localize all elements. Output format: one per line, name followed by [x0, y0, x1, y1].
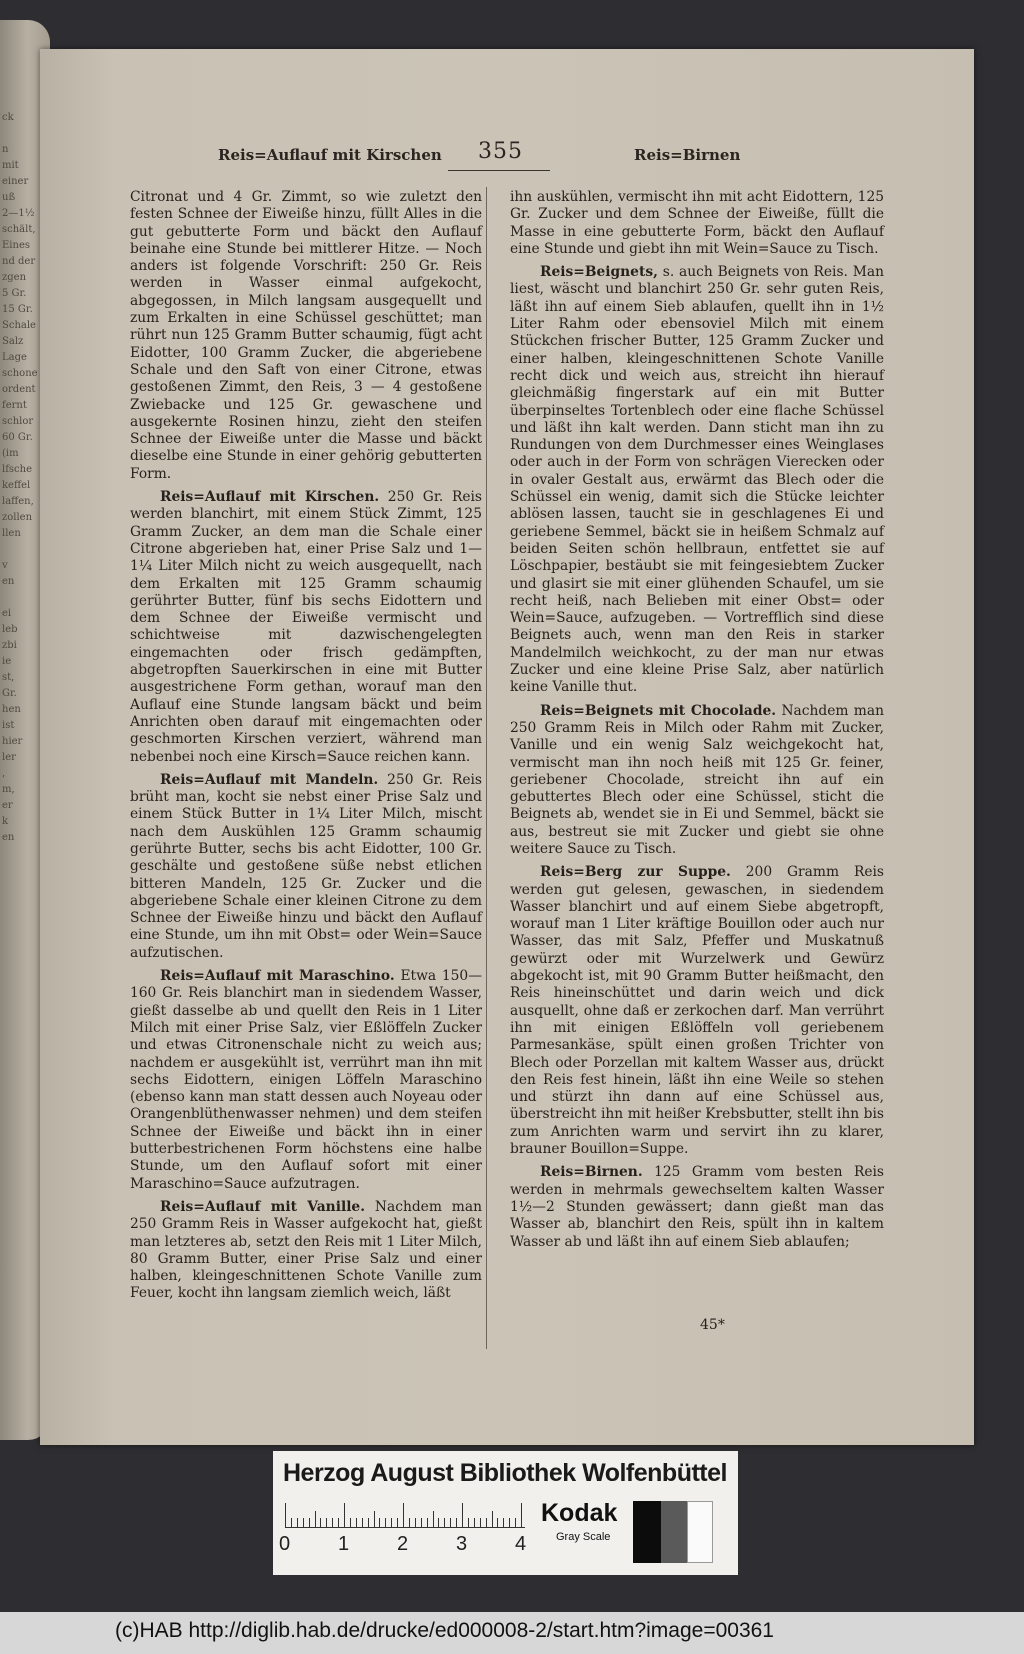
- column-rule: [486, 187, 487, 1349]
- footer-citation: (c)HAB http://diglib.hab.de/drucke/ed000008-2/start.htm?image=00361: [115, 1619, 774, 1642]
- header-rule: [448, 170, 550, 171]
- ruler-tick: [450, 1518, 451, 1527]
- ruler-tick: [315, 1511, 316, 1527]
- gray-patch-black: [633, 1501, 661, 1563]
- running-head-left: Reis=Auflauf mit Kirschen: [218, 146, 442, 164]
- recipe-text: ihn auskühlen, vermischt ihn mit acht Eidottern, 125 Gr. Zucker und dem Schnee der Eiweiße, füllt die Masse in eine gebutterte Form, bäckt den Auflauf eine Stunde und giebt ihn mit Wein=Sauce zu Tisch.: [510, 189, 884, 257]
- recipe-paragraph: [130, 1199, 482, 1303]
- ruler-tick: [309, 1518, 310, 1527]
- recipe-text: 250 Gr. Reis werden blanchirt, mit einem Stück Zimmt, 125 Gramm Zucker, an dem man die Schale einer Citrone abgerieben hat, einer Prise Salz und 1—1¼ Liter Milch nicht zu weich ausgequellt, nach dem Erkalten mit 125 Gramm schaumig gerührter Butter, fünf bis sechs Eidottern und dem Schnee der Eiweiße vermischt und schichtweise mit dazwischengelegten eingemachten oder frisch gedämpften, abgetropften Sauerkirschen in eine mit Butter ausgestrichene Form gethan, worauf man den Auflauf eine Stunde langsam bäckt und beim Anrichten oben darauf mit eingemachten oder geschmorten Kirschen verziert, während man nebenbei noch eine Kirsch=Sauce reichen kann.: [130, 489, 482, 765]
- ruler-tick: [515, 1518, 516, 1527]
- recipe-heading: Reis=Beignets,: [540, 264, 658, 281]
- ruler-tick: [291, 1518, 292, 1527]
- ruler-tick: [403, 1503, 404, 1527]
- gray-patch-dark: [661, 1501, 687, 1563]
- recipe-text: Nachdem man 250 Gramm Reis in Milch oder Rahm mit Zucker, Vanille und ein wenig Salz weichgekocht hat, vermischt man ihn noch heiß mit 125 Gr. feiner, geriebener Chocolade, streicht ihn auf ein gebuttertes Blech oder eine Schüssel, sticht die Beignets ab, wendet sie in Ei und Semmel, bäckt sie aus, bestreut sie mit Zucker und giebt sie ohne weitere Sauce zu Tisch.: [510, 702, 884, 857]
- ruler-tick: [397, 1518, 398, 1527]
- ruler-tick: [356, 1518, 357, 1527]
- ruler-tick: [474, 1518, 475, 1527]
- recipe-text: 200 Gramm Reis werden gut gelesen, gewaschen, in siedendem Wasser blanchirt und auf einem Siebe abgetropft, worauf man 1 Liter kräftige Bouillon oder auch nur Wasser, das mit Salz, Pfeffer und Muskatnuß gewürzt oder mit Wurzelwerk und Gewürz abgekocht ist, mit 90 Gramm Butter heißmacht, den Reis hineinschüttet und darin weich und dick ausquellt, ohne daß er zerkochen darf. Man verrührt ihn mit einigen Eßlöffeln voll geriebenem Parmesankäse, spült einen großen Trichter von Blech oder Porzellan mit kaltem Wasser aus, drückt den Reis fest hinein, läßt ihn eine Weile so stehen und stürzt ihn dann auf eine Schüssel aus, überstreicht ihn mit heißer Krebsbutter, stellt ihn bis zum Anrichten warm und servirt ihn zu klarer, brauner Bouillon=Suppe.: [510, 864, 885, 1158]
- recipe-heading: Reis=Beignets mit Chocolade.: [540, 702, 777, 719]
- recipe-paragraph: [510, 1164, 884, 1250]
- ruler-tick: [332, 1518, 333, 1527]
- ruler-tick: [303, 1518, 304, 1527]
- ruler-tick: [362, 1518, 363, 1527]
- recipe-text: Nachdem man 250 Gramm Reis in Wasser aufgekocht hat, gießt man letzteres ab, setzt den Reis mit 1 Liter Milch, 80 Gramm Butter, einer Prise Salz und einer halben, kleingeschnittenen Schote Vanille zum Feuer, kocht ihn langsam ziemlich weich, läßt: [130, 1198, 482, 1302]
- ruler-tick: [486, 1518, 487, 1527]
- ruler-tick: [285, 1503, 286, 1527]
- kodak-logo: Kodak: [541, 1499, 618, 1527]
- right-column: [510, 189, 884, 1257]
- signature-mark: 45*: [700, 1317, 725, 1333]
- ruler-tick: [326, 1518, 327, 1527]
- recipe-paragraph: [130, 968, 482, 1193]
- ruler-tick: [415, 1518, 416, 1527]
- scale-number: 2: [397, 1533, 409, 1555]
- running-head-right: Reis=Birnen: [634, 146, 741, 164]
- recipe-heading: Reis=Auflauf mit Vanille.: [160, 1198, 366, 1215]
- ruler-tick: [368, 1518, 369, 1527]
- recipe-paragraph: [130, 772, 482, 962]
- recipe-heading: Reis=Auflauf mit Mandeln.: [160, 771, 379, 788]
- recipe-paragraph: [510, 189, 884, 258]
- ruler-tick: [421, 1518, 422, 1527]
- page-number: 355: [478, 139, 523, 164]
- ruler-tick: [433, 1511, 434, 1527]
- recipe-paragraph: [130, 189, 482, 483]
- recipe-heading: Reis=Berg zur Suppe.: [540, 864, 731, 881]
- ruler-tick: [509, 1518, 510, 1527]
- scale-number: 4: [515, 1533, 527, 1555]
- recipe-paragraph: [130, 489, 482, 766]
- ruler-tick: [444, 1518, 445, 1527]
- ruler-tick: [374, 1511, 375, 1527]
- gray-scale-label: Gray Scale: [556, 1531, 611, 1543]
- recipe-text: s. auch Beignets von Reis. Man liest, wäscht und blanchirt 250 Gr. sehr guten Reis, läßt ihn auf einem Sieb ablaufen, quellt ihn in 1½ Liter Rahm oder ebensoviel Milch mit einem Stückchen frischer Butter, 125 Gramm Zucker und einer halben, kleingeschnittenen Schote Vanille recht dick und weich aus, streicht ihn hierauf gleichmäßig fingerstark auf ein mit Butter überpinseltes Tortenblech oder eine flache Schüssel und läßt ihn kalt werden. Dann sticht man ihn zu Rundungen von dem Durchmesser eines Weinglases oder auch in der Form von schrägen Vierecken oder in ovaler Gestalt aus, erwärmt das Blech oder die Schüssel ein wenig, damit sich die Stücke leichter ablösen lassen, taucht sie in geschlagenes Ei und geriebene Semmel, bäckt sie in heißem Schmalz auf beiden Seiten schön hellbraun, entfettet sie auf Löschpapier, bestäubt sie mit feingesiebtem Zucker und glasirt sie mit einer glühenden Schaufel, um sie recht heiß, nach Belieben mit einer Obst= oder Wein=Sauce, aufzugeben. — Vortrefflich sind diese Beignets auch, wenn man den Reis in starker Mandelmilch weichkocht, zu der man nur etwas Zucker und eine kleine Prise Salz, aber natürlich keine Vanille thut.: [510, 264, 884, 696]
- ruler-tick: [320, 1518, 321, 1527]
- footer-bar: [0, 1612, 1024, 1654]
- scale-number: 1: [338, 1533, 350, 1555]
- recipe-heading: Reis=Birnen.: [540, 1164, 643, 1181]
- ruler-tick: [480, 1518, 481, 1527]
- recipe-text: 125 Gramm vom besten Reis werden in mehrmals gewechseltem kalten Wasser 1½—2 Stunden gewässert; dann gießt man das Wasser ab, blanchirt den Reis, spült ihn in kaltem Wasser ab und läßt ihn auf einem Sieb ablaufen;: [510, 1164, 884, 1250]
- ruler-tick: [409, 1518, 410, 1527]
- recipe-paragraph: [510, 864, 884, 1158]
- ruler-tick: [379, 1518, 380, 1527]
- ruler-tick: [391, 1518, 392, 1527]
- color-target: [273, 1451, 738, 1575]
- ruler-tick: [427, 1518, 428, 1527]
- ruler-tick: [521, 1503, 522, 1527]
- ruler-tick: [462, 1503, 463, 1527]
- ruler-tick: [468, 1518, 469, 1527]
- recipe-text: Citronat und 4 Gr. Zimmt, so wie zuletzt den festen Schnee der Eiweiße hinzu, füllt Alles in die gut gebutterte Form und bäckt den Auflauf beinahe eine Stunde bei mittlerer Hitze. — Noch anders ist folgende Vorschrift: 250 Gr. Reis werden in Wasser einmal aufgekocht, abgegossen, in Milch langsam ausgequellt und zum Erkalten in eine Schüssel geschüttet; man rührt nun 125 Gramm Butter schaumig, fügt acht Eidotter, 100 Gramm Zucker, die abgeriebene Schale und den Saft von einer Citrone, etwas gestoßenen Zimmt, den Reis, 3 — 4 gestoßene Zwiebacke und 125 Gr. gewaschene und ausgekernte Rosinen hinzu, zieht den steifen Schnee der Eiweiße unter die Masse und bäckt dieselbe eine Stunde in einer gehörig gebutterten Form.: [130, 189, 482, 482]
- ruler-tick: [297, 1518, 298, 1527]
- ruler-tick: [338, 1518, 339, 1527]
- left-column: [130, 189, 482, 1309]
- recipe-paragraph: [510, 264, 884, 696]
- ruler-tick: [344, 1503, 345, 1527]
- recipe-heading: Reis=Auflauf mit Maraschino.: [160, 968, 395, 985]
- recipe-heading: Reis=Auflauf mit Kirschen.: [160, 489, 380, 506]
- scale-number: 0: [279, 1533, 291, 1555]
- ruler-scale: [285, 1501, 525, 1528]
- ruler-tick: [492, 1511, 493, 1527]
- recipe-paragraph: [510, 703, 884, 859]
- ruler-tick: [350, 1518, 351, 1527]
- ruler-tick: [438, 1518, 439, 1527]
- ruler-tick: [385, 1518, 386, 1527]
- ruler-tick: [456, 1518, 457, 1527]
- book-page: [40, 49, 974, 1445]
- ruler-tick: [497, 1518, 498, 1527]
- target-title: Herzog August Bibliothek Wolfenbüttel: [283, 1459, 727, 1487]
- recipe-text: 250 Gr. Reis brüht man, kocht sie nebst einer Prise Salz und einem Stück Butter in 1¼ Liter Milch, mischt nach dem Auskühlen 125 Gramm schaumig gerührte Butter, sechs bis acht Eidotter, 100 Gr. geschälte und gestoßene süße nebst etlichen bitteren Mandeln, 125 Gr. Zucker und die abgeriebene Schale einer kleinen Citrone zu dem Schnee der Eiweiße hinzu und bäckt den Auflauf eine Stunde, um ihn mit Obst= oder Wein=Sauce aufzutischen.: [130, 771, 482, 961]
- gray-patch-white: [687, 1501, 713, 1563]
- recipe-text: Etwa 150—160 Gr. Reis blanchirt man in siedendem Wasser, gießt dasselbe ab und quellt den Reis in 1 Liter Milch mit einer Prise Salz, vier Eßlöffeln Zucker und etwas Citronenschale nicht zu weich aus; nachdem er ausgekühlt ist, verrührt man ihn mit sechs Eidottern, einigen Löffeln Maraschino (ebenso kann man statt dessen auch Noyeau oder Orangenblüthenwasser nehmen) und dem steifen Schnee der Eiweiße und bäckt ihn in einer butterbestrichenen Form höchstens eine halbe Stunde, um den Auflauf sofort mit einer Maraschino=Sauce aufzutragen.: [130, 968, 482, 1192]
- ruler-tick: [503, 1518, 504, 1527]
- left-page-fragment: ck n mit einer uß 2—1½ schält, Eines nd der zgen 5 Gr. 15 Gr. Schale Salz Lage schone ordent fernt schlor 60 Gr. (im lfsche keffel laffen, zollen llen v en ei leb zbi ie st, Gr. hen ist hier ler , m, er k en: [2, 112, 38, 843]
- scale-number: 3: [456, 1533, 468, 1555]
